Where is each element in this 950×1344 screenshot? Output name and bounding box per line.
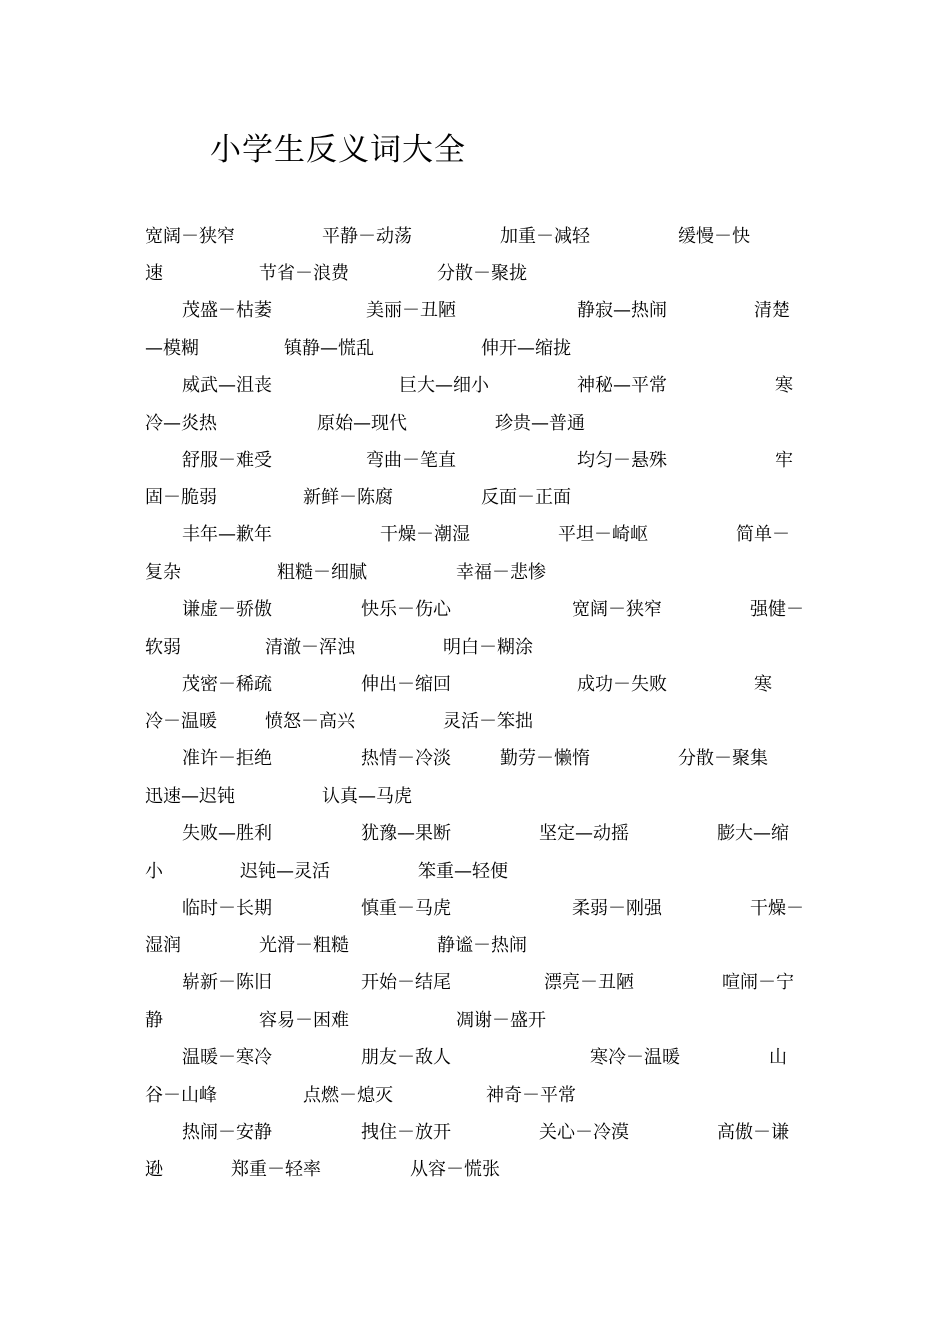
antonym-pair: 干燥－潮湿 <box>380 524 470 545</box>
antonym-pair: 谷－山峰 <box>145 1085 217 1106</box>
antonym-line <box>0 1118 950 1148</box>
antonym-line <box>0 259 950 289</box>
antonym-pair: 从容－慌张 <box>410 1159 500 1180</box>
antonym-pair: 笨重—轻便 <box>418 861 508 882</box>
antonym-line <box>0 371 950 401</box>
antonym-pair: 慎重－马虎 <box>361 898 451 919</box>
antonym-pair: 明白－糊涂 <box>443 637 533 658</box>
antonym-pair: 热闹－安静 <box>182 1122 272 1143</box>
antonym-line <box>0 670 950 700</box>
antonym-pair: 认真—马虎 <box>322 786 412 807</box>
antonym-pair: 冷—炎热 <box>145 413 217 434</box>
antonym-pair: 新鲜－陈腐 <box>303 487 393 508</box>
antonym-line <box>0 968 950 998</box>
antonym-line <box>0 1006 950 1036</box>
antonym-pair: 软弱 <box>145 637 181 658</box>
antonym-pair: 灵活－笨拙 <box>443 711 533 732</box>
antonym-line <box>0 446 950 476</box>
antonym-pair: 固－脆弱 <box>145 487 217 508</box>
antonym-line <box>0 1043 950 1073</box>
antonym-pair: 凋谢－盛开 <box>456 1010 546 1031</box>
antonym-pair: 漂亮－丑陋 <box>544 972 634 993</box>
antonym-pair: 开始－结尾 <box>361 972 451 993</box>
antonym-pair: 勤劳－懒惰 <box>500 748 590 769</box>
antonym-line <box>0 558 950 588</box>
antonym-pair: 丰年—歉年 <box>182 524 272 545</box>
antonym-pair: 神秘—平常 <box>577 375 667 396</box>
antonym-line <box>0 894 950 924</box>
antonym-line <box>0 931 950 961</box>
antonym-pair: 准许－拒绝 <box>182 748 272 769</box>
antonym-pair: 分散－聚拢 <box>437 263 527 284</box>
antonym-pair: 喧闹－宁 <box>722 972 794 993</box>
antonym-pair: 节省－浪费 <box>259 263 349 284</box>
antonym-pair: 舒服－难受 <box>182 450 272 471</box>
antonym-pair: 小 <box>145 861 163 882</box>
antonym-pair: 伸出－缩回 <box>361 674 451 695</box>
antonym-line <box>0 296 950 326</box>
antonym-pair: 镇静—慌乱 <box>284 338 374 359</box>
antonym-pair: 快乐－伤心 <box>361 599 451 620</box>
antonym-pair: 热情－冷淡 <box>361 748 451 769</box>
antonym-line <box>0 595 950 625</box>
antonym-pair: 宽阔－狭窄 <box>145 226 235 247</box>
antonym-pair: 茂密－稀疏 <box>182 674 272 695</box>
antonym-pair: 清楚 <box>754 300 790 321</box>
antonym-pair: 点燃－熄灭 <box>303 1085 393 1106</box>
antonym-pair: 静 <box>145 1010 163 1031</box>
antonym-pair: 幸福－悲惨 <box>456 562 546 583</box>
antonym-line <box>0 520 950 550</box>
antonym-line <box>0 409 950 439</box>
antonym-pair: 速 <box>145 263 163 284</box>
antonym-pair: 反面－正面 <box>481 487 571 508</box>
antonym-pair: 威武—沮丧 <box>182 375 272 396</box>
antonym-pair: —模糊 <box>145 338 199 359</box>
antonym-pair: 弯曲－笔直 <box>366 450 456 471</box>
antonym-pair: 温暖－寒冷 <box>182 1047 272 1068</box>
antonym-pair: 缓慢－快 <box>678 226 750 247</box>
antonym-pair: 谦虚－骄傲 <box>182 599 272 620</box>
antonym-line <box>0 782 950 812</box>
antonym-line <box>0 857 950 887</box>
antonym-pair: 高傲－谦 <box>717 1122 789 1143</box>
antonym-pair: 干燥－ <box>750 898 804 919</box>
antonym-pair: 拽住－放开 <box>361 1122 451 1143</box>
antonym-pair: 湿润 <box>145 935 181 956</box>
antonym-pair: 寒 <box>775 375 793 396</box>
antonym-pair: 静寂—热闹 <box>577 300 667 321</box>
antonym-pair: 愤怒－高兴 <box>265 711 355 732</box>
antonym-pair: 静谧－热闹 <box>437 935 527 956</box>
antonym-pair: 朋友－敌人 <box>361 1047 451 1068</box>
antonym-pair: 神奇－平常 <box>486 1085 576 1106</box>
antonym-pair: 柔弱－刚强 <box>572 898 662 919</box>
antonym-pair: 清澈－浑浊 <box>265 637 355 658</box>
antonym-pair: 强健－ <box>750 599 804 620</box>
antonym-pair: 冷－温暖 <box>145 711 217 732</box>
antonym-pair: 容易－困难 <box>259 1010 349 1031</box>
antonym-line <box>0 334 950 364</box>
antonym-pair: 逊 <box>145 1159 163 1180</box>
antonym-pair: 加重－减轻 <box>500 226 590 247</box>
antonym-line <box>0 483 950 513</box>
page-title: 小学生反义词大全 <box>210 132 466 168</box>
antonym-line <box>0 222 950 252</box>
antonym-pair: 光滑－粗糙 <box>259 935 349 956</box>
antonym-pair: 牢 <box>775 450 793 471</box>
antonym-pair: 原始—现代 <box>317 413 407 434</box>
antonym-line <box>0 819 950 849</box>
antonym-pair: 寒 <box>754 674 772 695</box>
antonym-line <box>0 633 950 663</box>
antonym-pair: 复杂 <box>145 562 181 583</box>
antonym-pair: 失败—胜利 <box>182 823 272 844</box>
antonym-pair: 迅速—迟钝 <box>145 786 235 807</box>
antonym-line <box>0 707 950 737</box>
antonym-pair: 膨大—缩 <box>717 823 789 844</box>
antonym-pair: 珍贵—普通 <box>495 413 585 434</box>
antonym-pair: 简单－ <box>736 524 790 545</box>
antonym-pair: 迟钝—灵活 <box>240 861 330 882</box>
antonym-pair: 均匀－悬殊 <box>577 450 667 471</box>
antonym-pair: 寒冷－温暖 <box>590 1047 680 1068</box>
antonym-pair: 坚定—动摇 <box>539 823 629 844</box>
antonym-pair: 崭新－陈旧 <box>182 972 272 993</box>
antonym-pair: 美丽－丑陋 <box>366 300 456 321</box>
antonym-pair: 宽阔－狭窄 <box>572 599 662 620</box>
antonym-pair: 粗糙－细腻 <box>277 562 367 583</box>
antonym-pair: 临时－长期 <box>182 898 272 919</box>
antonym-line <box>0 744 950 774</box>
antonym-pair: 犹豫—果断 <box>361 823 451 844</box>
antonym-pair: 伸开—缩拢 <box>481 338 571 359</box>
antonym-line <box>0 1081 950 1111</box>
antonym-pair: 茂盛－枯萎 <box>182 300 272 321</box>
antonym-pair: 郑重－轻率 <box>231 1159 321 1180</box>
antonym-line <box>0 1155 950 1185</box>
antonym-pair: 关心－冷漠 <box>539 1122 629 1143</box>
antonym-pair: 平坦－崎岖 <box>558 524 648 545</box>
antonym-pair: 巨大—细小 <box>399 375 489 396</box>
antonym-pair: 山 <box>769 1047 787 1068</box>
antonym-pair: 分散－聚集 <box>678 748 768 769</box>
antonym-pair: 成功－失败 <box>577 674 667 695</box>
antonym-pair: 平静－动荡 <box>322 226 412 247</box>
